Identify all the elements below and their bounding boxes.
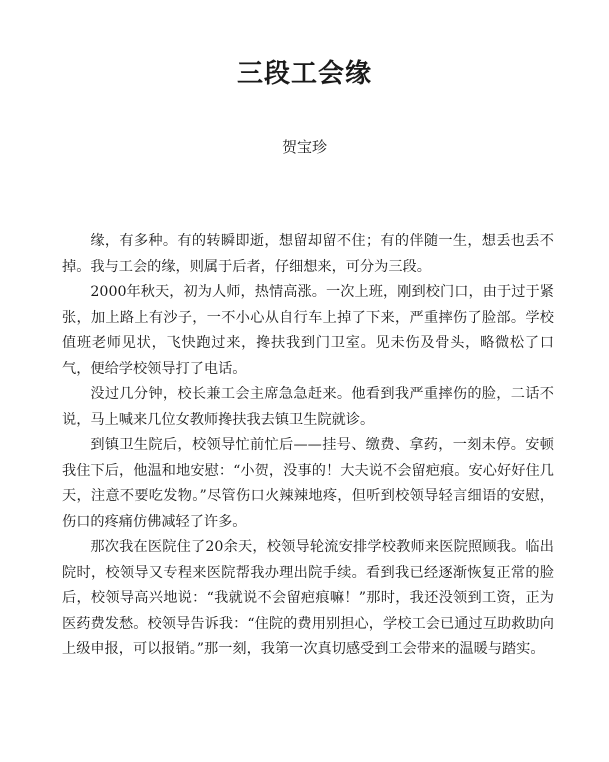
- paragraph: 那次我在医院住了20余天，校领导轮流安排学校教师来医院照顾我。临出院时，校领导又专程来医院帮我办理出院手续。看到我已经逐渐恢复正常的脸后，校领导高兴地说：“我就说不会留疤痕嘛！”那时，我还没领到工资，正为医药费发愁。校领导告诉我：“住院的费用别担心，学校工会已通过互助救助向上级申报，可以报销。”那一刻，我第一次真切感受到工会带来的温暖与踏实。: [62, 539, 554, 657]
- paragraph: 没过几分钟，校长兼工会主席急急赶来。他看到我严重摔伤的脸，二话不说，马上喊来几位女教师搀扶我去镇卫生院就诊。: [62, 386, 554, 428]
- article-body: [62, 229, 554, 663]
- article-title: 三段工会缘: [236, 59, 372, 89]
- paragraph: 2000年秋天，初为人师，热情高涨。一次上班，刚到校门口，由于过于紧张，加上路上有沙子，一不小心从自行车上掉了下来，严重摔伤了脸部。学校值班老师见状，飞快跑过来，搀扶我到门卫室。见未伤及骨头，略微松了口气，便给学校领导打了电话。: [62, 284, 554, 377]
- paragraph: 缘，有多种。有的转瞬即逝，想留却留不住；有的伴随一生，想丢也丢不掉。我与工会的缘，则属于后者，仔细想来，可分为三段。: [62, 233, 554, 275]
- article-author: 贺宝珍: [281, 138, 327, 156]
- paragraph: 到镇卫生院后，校领导忙前忙后——挂号、缴费、拿药，一刻未停。安顿我住下后，他温和地安慰：“小贺，没事的！大夫说不会留疤痕。安心好好住几天，注意不要吃发物。”尽管伤口火辣辣地疼，但听到校领导轻言细语的安慰，伤口的疼痛仿佛减轻了许多。: [62, 437, 554, 530]
